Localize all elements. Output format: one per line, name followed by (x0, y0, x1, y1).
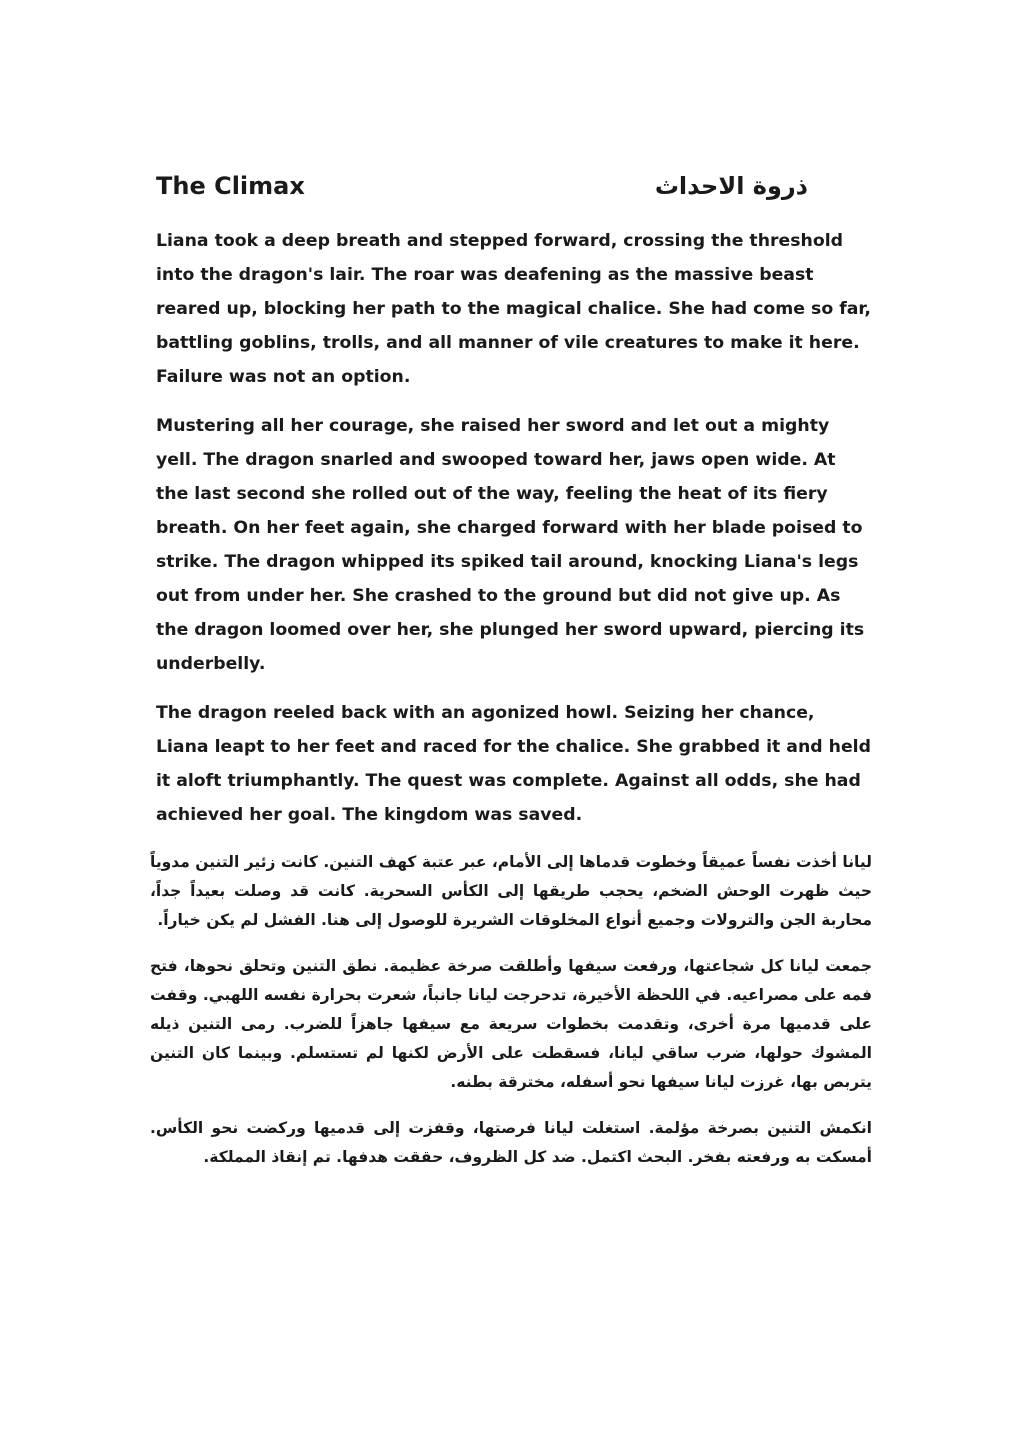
title-row (156, 166, 868, 210)
english-text (156, 224, 872, 847)
arabic-paragraph: انكمش التنين بصرخة مؤلمة. استغلت ليانا فرصتها، وقفزت إلى قدميها وركضت نحو الكأس. أمسكت به ورفعته بفخر. البحث اكتمل. ضد كل الظروف، حققت هدفها. تم إنقاذ المملكة. (150, 1119, 872, 1166)
title-arabic: ذروة الاحداث (654, 172, 808, 200)
arabic-paragraph: جمعت ليانا كل شجاعتها، ورفعت سيفها وأطلقت صرخة عظيمة. نطق التنين وتحلق نحوها، فتح فمه على مصراعيه. في اللحظة الأخيرة، تدحرجت ليانا جانباً، شعرت بحرارة نفسه اللهبي. وقفت على قدميها مرة أخرى، وتقدمت بخطوات سريعة مع سيفها جاهزاً للضرب. رمى التنين ذيله المشوك حولها، ضرب ساقي ليانا، فسقطت على الأرض لكنها لم تستسلم. وبينما كان التنين يتربص بها، غرزت ليانا سيفها نحو أسفله، مخترقة بطنه. (150, 957, 872, 1091)
english-paragraph: Liana took a deep breath and stepped forward, crossing the threshold into the dragon's lair. The roar was deafening as the massive beast reared up, blocking her path to the magical chalice. She had come so far, battling goblins, trolls, and all manner of vile creatures to make it here. Failure was not an option. (156, 231, 871, 387)
arabic-text (150, 848, 872, 1189)
title-english: The Climax (156, 172, 305, 200)
english-paragraph: Mustering all her courage, she raised her sword and let out a mighty yell. The dragon snarled and swooped toward her, jaws open wide. At the last second she rolled out of the way, feeling the heat of its fiery breath. On her feet again, she charged forward with her blade poised to strike. The dragon whipped its spiked tail around, knocking Liana's legs out from under her. She crashed to the ground but did not give up. As the dragon loomed over her, she plunged her sword upward, piercing its underbelly. (156, 416, 865, 674)
arabic-paragraph: ليانا أخذت نفساً عميقاً وخطوت قدماها إلى الأمام، عبر عتبة كهف التنين. كانت زئير التنين مدوياً حيث ظهرت الوحش الضخم، يحجب طريقها إلى الكأس السحرية. كانت قد وصلت بعيداً جداً، محاربة الجن والترولات وجميع أنواع المخلوقات الشريرة للوصول إلى هنا. الفشل لم يكن خياراً. (150, 853, 872, 929)
english-paragraph: The dragon reeled back with an agonized howl. Seizing her chance, Liana leapt to her feet and raced for the chalice. She grabbed it and held it aloft triumphantly. The quest was complete. Against all odds, she had achieved her goal. The kingdom was saved. (156, 703, 871, 825)
